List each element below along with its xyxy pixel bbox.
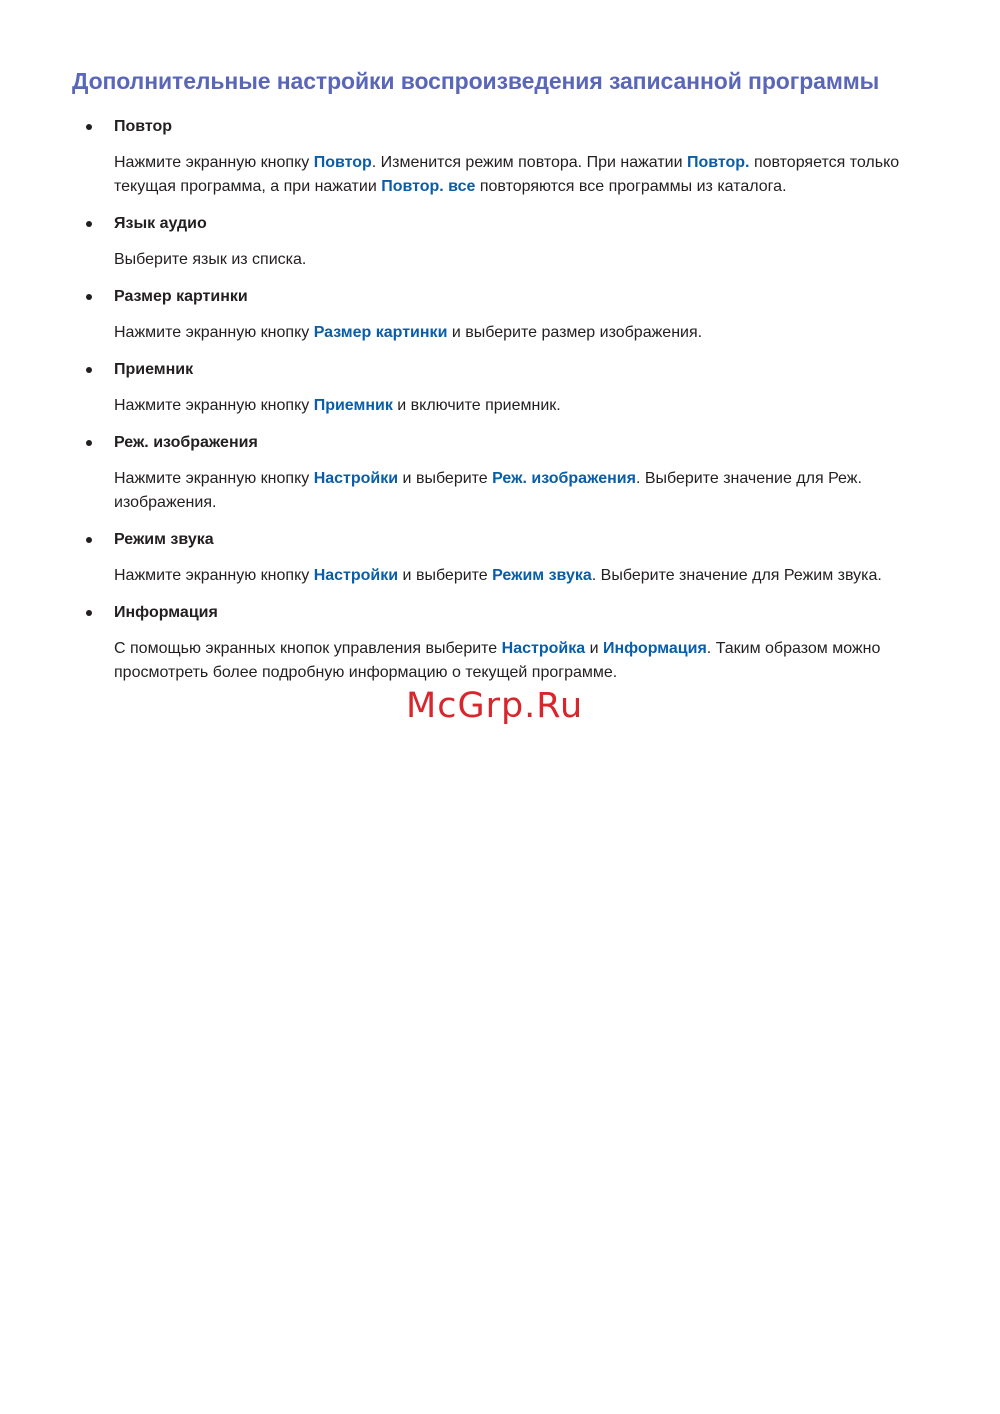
item-description	[114, 321, 936, 345]
list-item	[86, 116, 936, 199]
description-text: Нажмите экранную кнопку	[114, 470, 314, 487]
list-item	[86, 602, 936, 685]
item-title: Приемник	[114, 361, 194, 378]
ui-term-highlight: Информация	[602, 640, 707, 657]
description-text: и включите приемник.	[392, 397, 561, 414]
description-text: С помощью экранных кнопок управления выберите	[114, 640, 502, 657]
list-item	[86, 359, 936, 418]
item-title: Язык аудио	[114, 215, 207, 232]
description-text: . Таким образом можно просмотреть более подробную информацию о текущей программе.	[114, 640, 881, 681]
item-title: Реж. изображения	[114, 434, 258, 451]
ui-term-highlight: Размер картинки	[313, 324, 448, 341]
item-title: Информация	[114, 604, 218, 621]
ui-term-highlight: Приемник	[313, 397, 393, 414]
item-title: Размер картинки	[114, 288, 248, 305]
ui-term-highlight: Настройки	[313, 567, 399, 584]
bullet-icon	[86, 537, 92, 543]
ui-term-highlight: Повтор. все	[381, 178, 476, 195]
description-text: и выберите	[398, 470, 493, 487]
item-description	[114, 467, 936, 515]
settings-list	[86, 116, 936, 699]
description-text: и выберите	[398, 567, 493, 584]
bullet-icon	[86, 221, 92, 227]
item-description	[114, 151, 936, 199]
ui-term-highlight: Повтор.	[686, 154, 750, 171]
list-item	[86, 286, 936, 345]
page-title: Дополнительные настройки воспроизведения записанной программы	[72, 68, 880, 94]
description-text: . Выберите значение для Реж. изображения.	[114, 470, 862, 511]
list-item	[86, 432, 936, 515]
ui-term-highlight: Настройки	[313, 470, 399, 487]
description-text: Нажмите экранную кнопку	[114, 567, 314, 584]
description-text: Нажмите экранную кнопку	[114, 154, 314, 171]
description-text: Нажмите экранную кнопку	[114, 397, 314, 414]
ui-term-highlight: Повтор	[313, 154, 372, 171]
description-text: повторяется только текущая программа, а при нажатии	[114, 154, 900, 195]
description-text: и выберите размер изображения.	[447, 324, 703, 341]
item-description	[114, 637, 936, 685]
description-text: Нажмите экранную кнопку	[114, 324, 314, 341]
list-item	[86, 529, 936, 588]
bullet-icon	[86, 124, 92, 130]
item-title: Режим звука	[114, 531, 214, 548]
ui-term-highlight: Режим звука	[492, 567, 592, 584]
description-text: . Изменится режим повтора. При нажатии	[371, 154, 687, 171]
watermark-logo: McGrp.Ru	[406, 686, 584, 726]
ui-term-highlight: Настройка	[501, 640, 586, 657]
bullet-icon	[86, 294, 92, 300]
description-text: Выберите язык из списка.	[114, 251, 307, 268]
ui-term-highlight: Реж. изображения	[492, 470, 636, 487]
description-text: и	[585, 640, 603, 657]
bullet-icon	[86, 367, 92, 373]
bullet-icon	[86, 610, 92, 616]
description-text: . Выберите значение для Режим звука.	[591, 567, 882, 584]
description-text: повторяются все программы из каталога.	[475, 178, 787, 195]
item-title: Повтор	[114, 118, 173, 135]
item-description	[114, 564, 936, 588]
item-description	[114, 394, 936, 418]
item-description	[114, 248, 936, 272]
bullet-icon	[86, 440, 92, 446]
list-item	[86, 213, 936, 272]
